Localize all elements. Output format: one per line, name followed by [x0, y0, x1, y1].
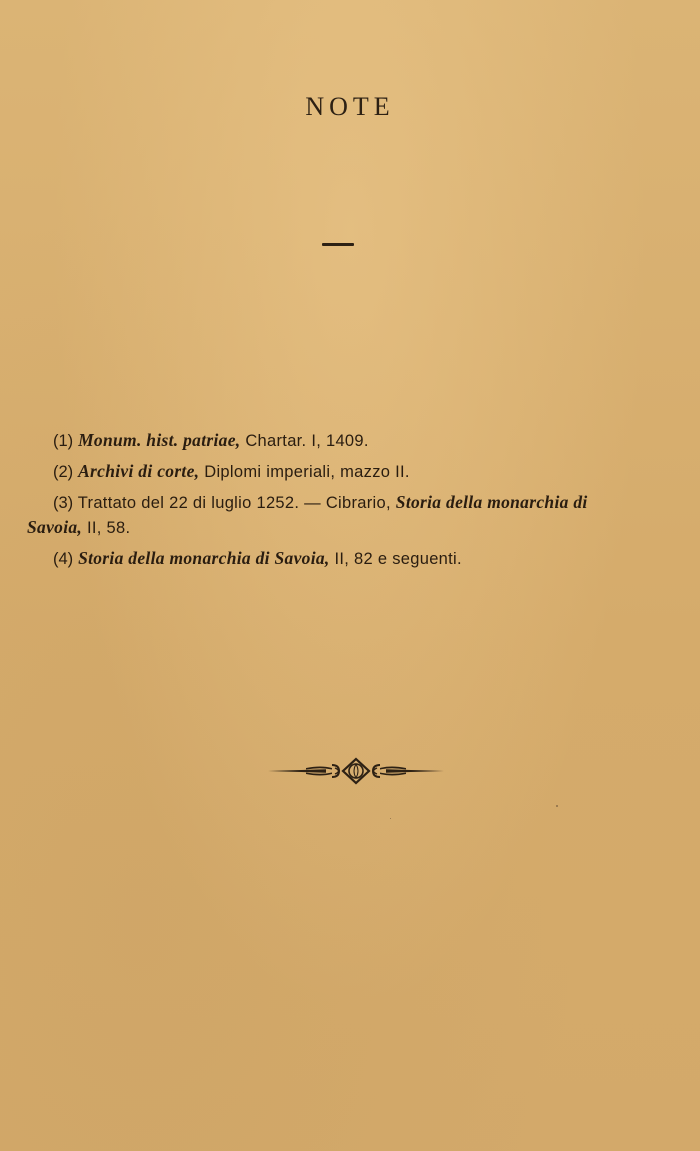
title-rule	[322, 243, 354, 246]
footnote-italic-title: Storia della monarchia di Savoia,	[78, 548, 330, 568]
footnote-text: Diplomi imperiali, mazzo II.	[204, 463, 410, 481]
footnotes-list	[27, 428, 645, 577]
footnote-2	[27, 459, 645, 484]
footnote-italic-title: Archivi di corte,	[78, 461, 200, 481]
paper-speck	[390, 818, 391, 819]
paper-speck	[556, 805, 558, 807]
end-ornament-icon	[266, 756, 446, 786]
footnote-text: II, 82 e seguenti.	[334, 550, 462, 568]
footnote-number: (4)	[53, 550, 74, 568]
footnote-3	[27, 490, 645, 540]
footnote-4	[27, 546, 645, 571]
page-title: NOTE	[305, 92, 395, 121]
footnote-number: (2)	[53, 463, 74, 481]
footnote-text: Chartar. I, 1409.	[245, 432, 369, 450]
footnote-italic-title: Storia della monarchia di Savoia,	[27, 492, 588, 537]
footnote-number: (1)	[53, 432, 74, 450]
footnote-text: II, 58.	[86, 519, 131, 537]
footnote-text-before: Trattato del 22 di luglio 1252. — Cibrario,	[77, 494, 391, 512]
footnote-number: (3)	[53, 494, 74, 512]
footnote-italic-title: Monum. hist. patriae,	[78, 430, 241, 450]
footnote-1	[27, 428, 645, 453]
